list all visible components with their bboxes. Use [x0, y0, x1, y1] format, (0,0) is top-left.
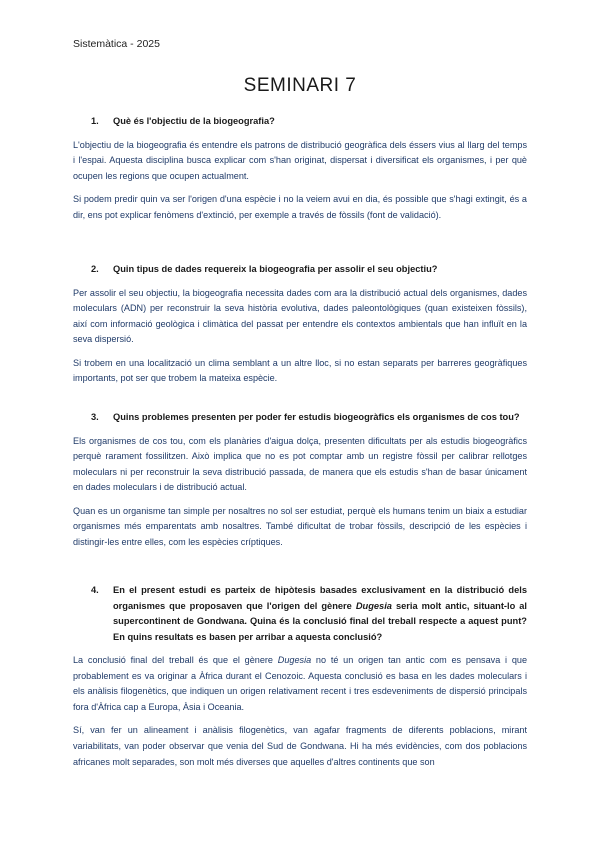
answer-paragraph: Sí, van fer un alineament i anàlisis filogenètics, van agafar fragments de diferents poblacions, mirant variabilitats, van poder observar que venia del Sud de Gondwana. Hi ha més evidències, com dos poblacions africanes molt separades, son molt més diverses que aquelles d'altres continents que son [73, 725, 527, 767]
answer-text-part: La conclusió final del treball és que el gènere [73, 655, 278, 665]
section-2 [73, 262, 527, 387]
answer-paragraph: L'objectiu de la biogeografia és entendre els patrons de distribució geogràfica dels éssers vius al llarg del temps i l'espai. Aquesta disciplina busca explicar com s'han originat, dispersat i diversificat els organismes, i per què ocupen les regions que ocupen actualment. [73, 139, 527, 181]
section-4 [73, 583, 527, 770]
question-number: 1. [91, 116, 99, 126]
question-text [113, 583, 527, 645]
answer-paragraph: Els organismes de cos tou, com els planàries d'aigua dolça, presenten dificultats per als estudis biogeogràfics perquè rarament fossilitzen. Això implica que no es pot comptar amb un registre fòssil per calibrar rellotges moleculars ni per reconstruir la seva distribució passada, de manera que els estudis s'han de basar únicament en dades moleculars i de distribució actual. [73, 435, 527, 493]
page-title: SEMINARI 7 [243, 75, 357, 96]
answer-paragraph: Si podem predir quin va ser l'origen d'una espècie i no la veiem avui en dia, és possible que s'hagi extingit, és a dir, ens pot explicar fenòmens d'extinció, per exemple a través de fòssils (font de validació). [73, 194, 527, 220]
question-3 [73, 410, 527, 426]
question-text: Què és l'objectiu de la biogeografia? [113, 116, 275, 126]
answer-paragraph: Quan es un organisme tan simple per nosaltres no sol ser estudiat, perquè els humans tenim un biaix a estudiar organismes més emparentats amb nosaltres. També dificultat de trobar fòssils, descripció de les espècies i distingir-les entre elles, com les espècies críptiques. [73, 505, 527, 548]
question-number: 4. [91, 585, 99, 595]
genus-name: Dugesia [355, 600, 392, 611]
answer-paragraph: Per assolir el seu objectiu, la biogeografia necessita dades com ara la distribució actual dels organismes, dades moleculars (ADN) per reconstruir la seva història evolutiva, dades paleontològiques (quan existeixen fòssils), així com informació geològica i climàtica del passat per entendre els contextos ambientals que han influït en la seva dispersió. [73, 287, 527, 345]
section-1 [73, 114, 527, 223]
page-header: Sistemàtica - 2025 [73, 38, 160, 50]
question-number: 2. [91, 264, 99, 274]
genus-name: Dugesia [277, 655, 312, 665]
question-number: 3. [91, 412, 99, 422]
section-3 [73, 410, 527, 551]
question-4 [73, 583, 527, 645]
question-text-part: En el present estudi es parteix de hipòtesis basades exclusivament en la distribució dels organismes que proposaven que l'origen del gènere [113, 585, 527, 611]
question-text-part: seria molt antic, situant-lo al supercontinent de Gondwana. Quina és la conclusió final del treball respecte a aquest punt? En quins resultats es basen per arribar a aquesta conclusió? [113, 600, 528, 642]
question-text: Quin tipus de dades requereix la biogeografia per assolir el seu objectiu? [113, 264, 438, 274]
question-1 [73, 114, 527, 130]
question-2 [73, 262, 527, 278]
answer-paragraph [73, 653, 527, 715]
answer-paragraph: Si trobem en una localització un clima semblant a un altre lloc, si no estan separats per barreres geogràfiques importants, pot ser que trobem la mateixa espècie. [73, 357, 527, 384]
question-text: Quins problemes presenten per poder fer estudis biogeogràfics els organismes de cos tou? [113, 412, 520, 422]
answer-text-part: no té un origen tan antic com es pensava i que probablement es va originar a Àfrica durant el Cenozoic. Aquesta conclusió es basa en les dades moleculars i els anàlisis filogenètics, que indiquen un origen relativament recent i tres esdeveniments de dispersió principals fora d'Àfrica cap a Europa, Àsia i Oceania. [73, 655, 527, 712]
